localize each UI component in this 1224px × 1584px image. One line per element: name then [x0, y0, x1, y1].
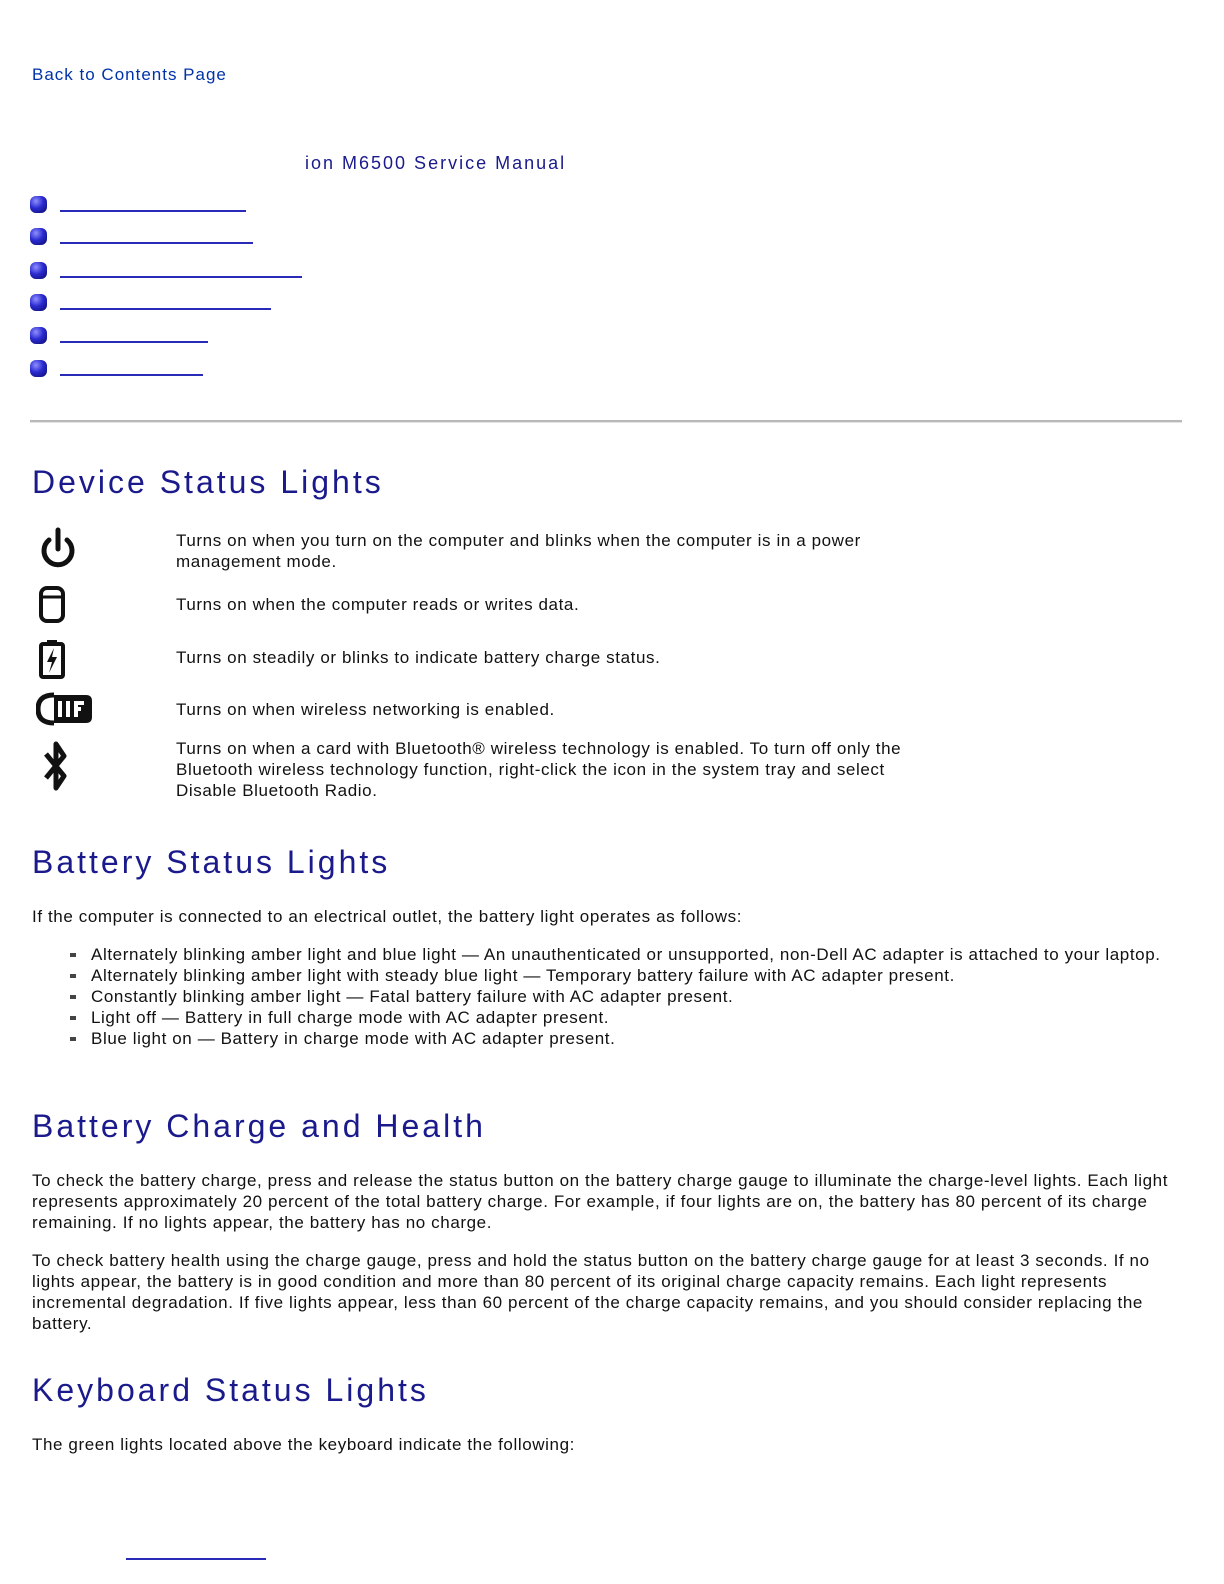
bluetooth-icon	[36, 738, 96, 801]
keyboard-status-intro: The green lights located above the keyboard indicate the following:	[32, 1435, 575, 1454]
list-bullet-icon	[70, 974, 76, 978]
list-bullet-icon	[70, 953, 76, 957]
manual-title: ion M6500 Service Manual	[305, 153, 567, 173]
list-bullet-icon	[70, 995, 76, 999]
battery-charge-paragraph-2: To check battery health using the charge gauge, press and hold the status button on the battery charge gauge for at least 3 seconds. If no lights appear, the battery is in good condition and more than 80 percent of its original charge capacity remains. Each light represents incremental degradation. If five lights appear, less than 60 percent of the charge capacity remains, and you should consider replacing the battery.	[32, 1251, 1150, 1333]
list-item-text: Alternately blinking amber light and blue light — An unauthenticated or unsupported, non-Dell AC adapter is attached to your laptop.	[91, 945, 1161, 964]
device-status-desc-battery: Turns on steadily or blinks to indicate battery charge status.	[176, 648, 661, 667]
list-bullet-icon	[70, 1037, 76, 1041]
battery-status-list	[70, 944, 1180, 1049]
device-status-desc-drive: Turns on when the computer reads or writes data.	[176, 595, 580, 614]
device-status-desc-bluetooth: Turns on when a card with Bluetooth® wireless technology is enabled. To turn off only the Bluetooth wireless technology function, right-click the icon in the system tray and select Disable Bluetooth Radio.	[176, 739, 902, 800]
bullet-icon	[30, 228, 47, 245]
wifi-icon	[36, 692, 96, 731]
list-item-text: Blue light on — Battery in charge mode with AC adapter present.	[91, 1029, 616, 1048]
list-item-text: Light off — Battery in full charge mode with AC adapter present.	[91, 1008, 610, 1027]
bullet-icon	[30, 262, 47, 279]
battery-status-heading: Battery Status Lights	[32, 844, 391, 880]
list-item	[70, 1007, 1180, 1028]
bullet-icon	[30, 196, 47, 213]
bottom-link-underline[interactable]	[126, 1558, 266, 1560]
list-item	[70, 965, 1180, 986]
toc-link-underline[interactable]	[60, 276, 302, 278]
toc-link-underline[interactable]	[60, 374, 203, 376]
bullet-icon	[30, 327, 47, 344]
bullet-icon	[30, 294, 47, 311]
list-bullet-icon	[70, 1016, 76, 1020]
device-status-desc-power: Turns on when you turn on the computer and blinks when the computer is in a power management mode.	[176, 531, 861, 571]
list-item	[70, 1028, 1180, 1049]
list-item	[70, 944, 1180, 965]
toc-link-underline[interactable]	[60, 242, 253, 244]
device-status-desc-wifi: Turns on when wireless networking is enabled.	[176, 700, 555, 719]
toc-link-underline[interactable]	[60, 308, 271, 310]
toc-link-underline[interactable]	[60, 341, 208, 343]
hard-drive-icon	[36, 585, 96, 630]
battery-icon	[36, 638, 96, 685]
list-item-text: Alternately blinking amber light with steady blue light — Temporary battery failure with AC adapter present.	[91, 966, 955, 985]
list-item	[70, 986, 1180, 1007]
battery-status-intro: If the computer is connected to an electrical outlet, the battery light operates as follows:	[32, 907, 743, 926]
bullet-icon	[30, 360, 47, 377]
battery-charge-paragraph-1: To check the battery charge, press and release the status button on the battery charge gauge to illuminate the charge-level lights. Each light represents approximately 20 percent of the total battery charge. For example, if four lights are on, the battery has 80 percent of its charge remaining. If no lights appear, the battery has no charge.	[32, 1171, 1169, 1232]
power-icon	[36, 527, 96, 578]
device-status-heading: Device Status Lights	[32, 464, 384, 500]
list-item-text: Constantly blinking amber light — Fatal battery failure with AC adapter present.	[91, 987, 734, 1006]
back-to-contents-link[interactable]: Back to Contents Page	[32, 65, 227, 84]
battery-charge-heading: Battery Charge and Health	[32, 1108, 486, 1144]
toc-link-underline[interactable]	[60, 210, 246, 212]
keyboard-status-heading: Keyboard Status Lights	[32, 1372, 429, 1408]
section-divider	[30, 420, 1182, 423]
